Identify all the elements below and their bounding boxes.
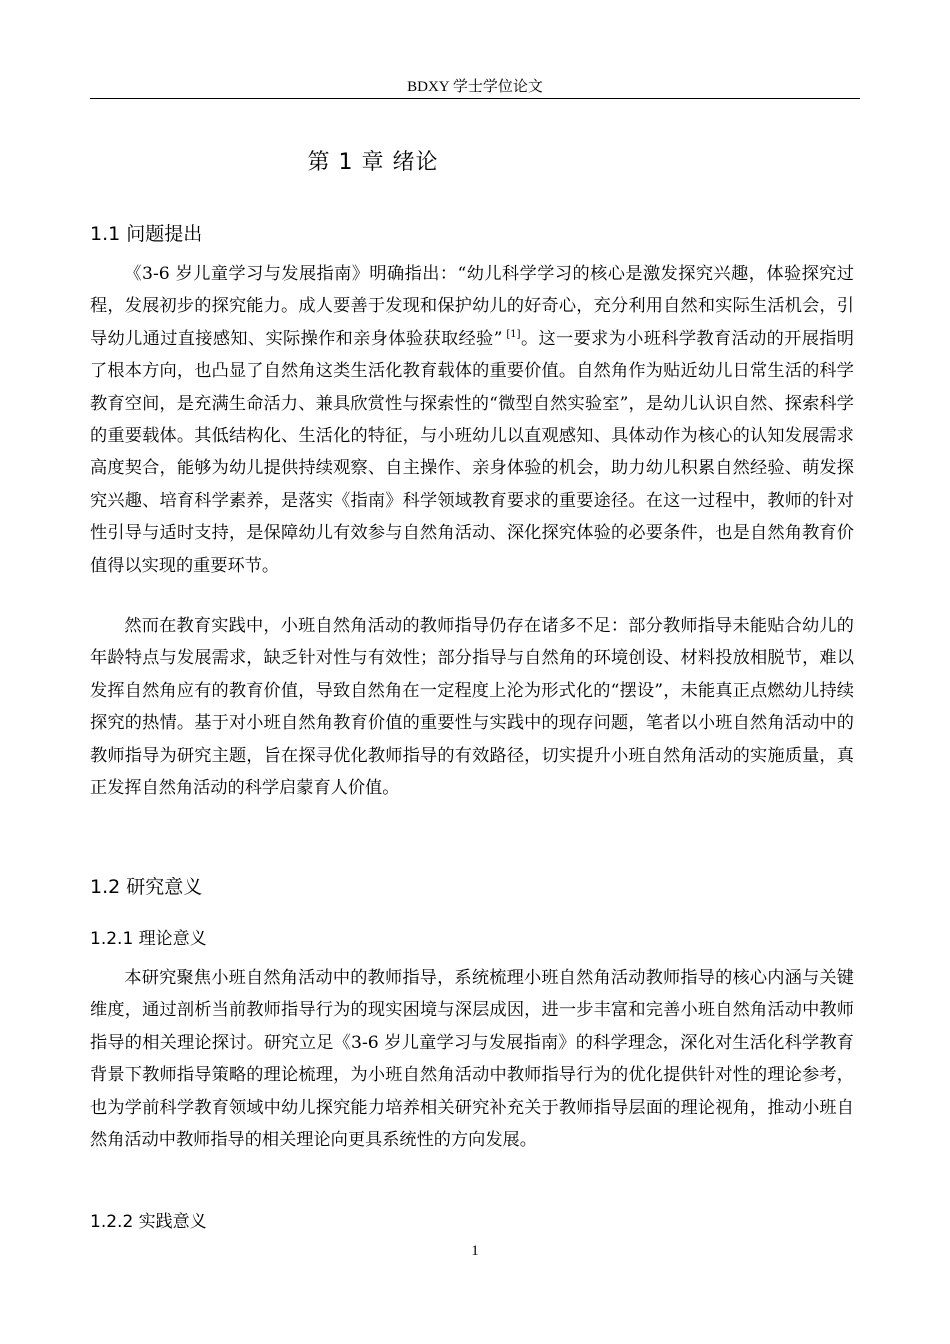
- section-heading-1-2: 1.2 研究意义: [90, 876, 203, 898]
- section-heading-1-1: 1.1 问题提出: [90, 223, 203, 245]
- paragraph-text: 《3-6 岁儿童学习与发展指南》明确指出：“幼儿科学学习的核心是激发探究兴趣，体验探究过程，发展初步的探究能力。成人要善于发现和保护幼儿的好奇心，充分利用自然和实际生活机会，引导幼儿通过直接感知、实际操作和亲身体验获取经验”: [90, 264, 854, 349]
- page-number: 1: [471, 1243, 479, 1259]
- header-rule: [90, 98, 860, 99]
- paragraph-text: 。这一要求为小班科学教育活动的开展指明了根本方向，也凸显了自然角这类生活化教育载体的重要价值。自然角作为贴近幼儿日常生活的科学教育空间，是充满生命活力、兼具欣赏性与探索性的“微型自然实验室”，是幼儿认识自然、探索科学的重要载体。其低结构化、生活化的特征，与小班幼儿以直观感知、具体动作为核心的认知发展需求高度契合，能够为幼儿提供持续观察、自主操作、亲身体验的机会，助力幼儿积累自然经验、萌发探究兴趣、培育科学素养，是落实《指南》科学领域教育要求的重要途径。在这一过程中，教师的针对性引导与适时支持，是保障幼儿有效参与自然角活动、深化探究体验的必要条件，也是自然角教育价值得以实现的重要环节。: [90, 328, 854, 576]
- citation-ref: [1]: [506, 329, 521, 341]
- subsection-heading-1-2-2: 1.2.2 实践意义: [90, 1212, 207, 1232]
- subsection-heading-1-2-1: 1.2.1 理论意义: [90, 929, 207, 949]
- running-header: BDXY 学士学位论文: [407, 79, 543, 95]
- paragraph-1-1-2: 然而在教育实践中，小班自然角活动的教师指导仍存在诸多不足：部分教师指导未能贴合幼儿的年龄特点与发展需求，缺乏针对性与有效性；部分指导与自然角的环境创设、材料投放相脱节，难以发挥自然角应有的教育价值，导致自然角在一定程度上沦为形式化的“摆设”，未能真正点燃幼儿持续探究的热情。基于对小班自然角教育价值的重要性与实践中的现存问题，笔者以小班自然角活动中的教师指导为研究主题，旨在探寻优化教师指导的有效路径，切实提升小班自然角活动的实施质量，真正发挥自然角活动的科学启蒙育人价值。: [90, 616, 854, 799]
- chapter-title-text: 第 1 章 绪论: [307, 150, 439, 175]
- paragraph-1-2-1: 本研究聚焦小班自然角活动中的教师指导，系统梳理小班自然角活动教师指导的核心内涵与关键维度，通过剖析当前教师指导行为的现实困境与深层成因，进一步丰富和完善小班自然角活动中教师指导的相关理论探讨。研究立足《3-6 岁儿童学习与发展指南》的科学理念，深化对生活化科学教育背景下教师指导策略的理论梳理，为小班自然角活动中教师指导行为的优化提供针对性的理论参考，也为学前科学教育领域中幼儿探究能力培养相关研究补充关于教师指导层面的理论视角，推动小班自然角活动中教师指导的相关理论向更具系统性的方向发展。: [90, 968, 854, 1151]
- paragraph-1-1-1: [90, 258, 854, 582]
- chapter-title: [0, 148, 950, 178]
